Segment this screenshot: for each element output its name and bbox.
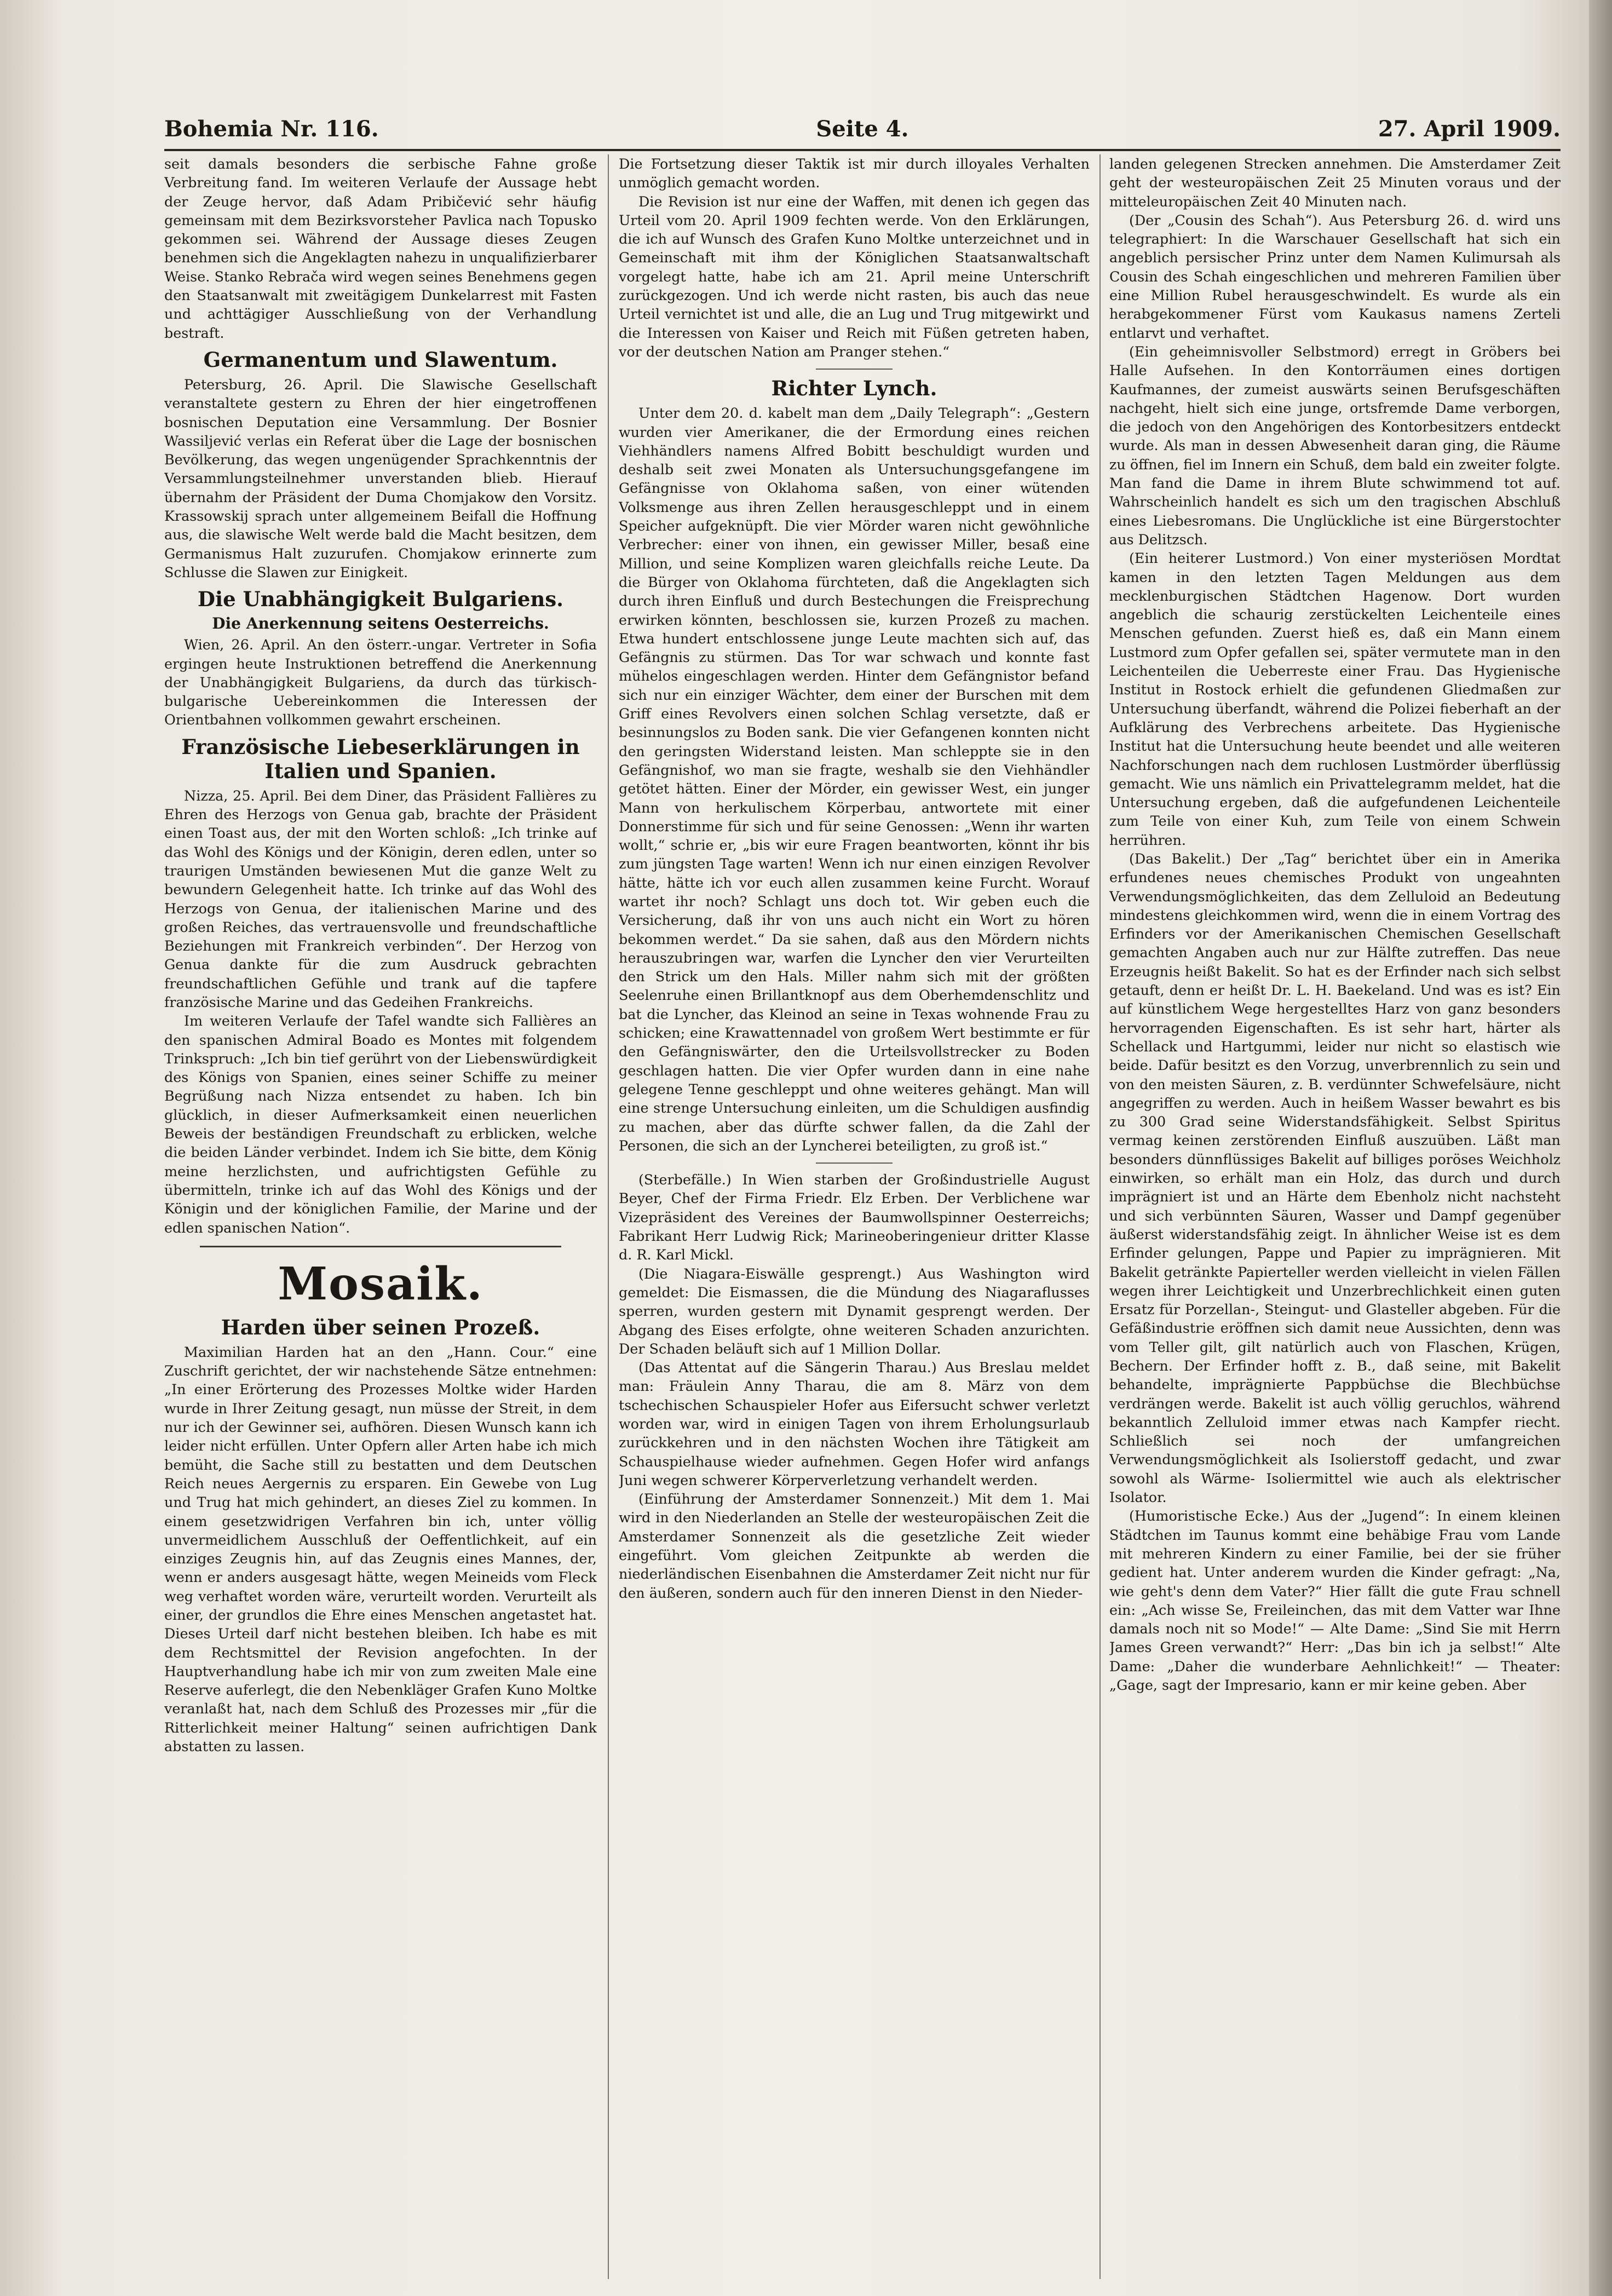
- news-sterbefaelle: (Sterbefälle.) In Wien starben der Großindustrielle August Beyer, Chef der Firma Friedr. Elz Erben. Der Verblichene war Vizepräsident des Vereines der Baumwollspinner Oesterreichs; Fabrikant Herr Ludwig Rick; Marineoberingenieur dritter Klasse d. R. Karl Mickl.: [619, 1171, 1090, 1263]
- header-page-number: Seite 4.: [816, 116, 909, 142]
- article-separator: [816, 369, 893, 370]
- news-bakelit: (Das Bakelit.) Der „Tag“ berichtet über ein in Amerika erfundenes neues chemisches Produkt von ungeahnten Verwendungsmöglichkeiten, das dem Zelluloid an Bedeutung mindestens gleichkommen wird, wenn die in einem Vortrag des Erfinders vor der Amerikanischen Chemischen Gesellschaft gemachten Angaben auch nur zur Hälfte zutreffen. Das neue Erzeugnis heißt Bakelit. So hat es der Erfinder nach sich selbst getauft, denn er heißt Dr. L. H. Baekeland. Und was es ist? Ein auf künstlichem Wege hergestelltes Harz von ganz besonders hervorragenden Eigenschaften. Es ist sehr hart, härter als Schellack und Hartgummi, leider nur nicht so elastisch wie beide. Dafür besitzt es den Vorzug, unverbrennlich zu sein und von den meisten Säuren, z. B. verdünnter Schwefelsäure, nicht angegriffen zu werden. Auch in heißem Wasser bewahrt es bis zu 300 Grad seine Widerstandsfähigkeit. Selbst Spiritus vermag keinen zerstörenden Einfluß auszuüben. Läßt man besonders dünnflüssiges Bakelit auf billiges poröses Weichholz einwirken, so erhält man ein Holz, das durch und durch imprägniert ist und an Härte dem Ebenholz nicht nachsteht und sich verbünnten Säuren, Wasser und Dampf gegenüber äußerst widerstandsfähig zeigt. In ähnlicher Weise ist es dem Erfinder gelungen, Pappe und Papier zu imprägnieren. Mit Bakelit getränkte Papierteller werden vielleicht in vielen Fällen wegen ihrer Leichtigkeit und Unzerbrechlichkeit einen guten Ersatz für Porzellan-, Steingut- und Glasteller abgeben. Für die Gefäßindustrie eröffnen sich damit neue Aussichten, denn was vom Teller gilt, gilt natürlich auch von Flaschen, Krügen, Bechern. Der Erfinder hofft z. B., daß seine, mit Bakelit behandelte, imprägnierte Pappbüchse die Blechbüchse verdrängen werde. Bakelit ist auch völlig geruchlos, während bekanntlich Zelluloid immer etwas nach Kampfer riecht. Schließlich sei noch der umfangreichen Verwendungsmöglichkeit als Isolierstoff gedacht, und zwar sowohl als Wärme- Isoliermittel wie auch als elektrischer Isolator.: [1109, 850, 1561, 1506]
- headline-richter-lynch: Richter Lynch.: [771, 376, 937, 401]
- article-harden-1: Maximilian Harden hat an den „Hann. Cour.“ eine Zuschrift gerichtet, der wir nachstehende Sätze entnehmen: „In einer Erörterung des Prozesses Moltke wider Harden wurde in Ihrer Zeitung gesagt, nun müsse der Streit, in dem nur ich der Gewinner sei, aufhören. Diesen Wunsch kann ich leider nicht erfüllen. Unter Opfern aller Arten habe ich mich bemüht, die Sache still zu bestatten und dem Deutschen Reich neues Aergernis zu ersparen. Ein Gewebe von Lug und Trug hat mich gehindert, an dieses Ziel zu kommen. In einem gesetzwidrigen Verfahren bin ich, unter völlig unvermeidlichem Ausschluß der Oeffentlichkeit, auf ein einziges Zeugnis hin, auf das Zeugnis eines Mannes, der, wenn er anders ausgesagt hätte, wegen Meineids vom Fleck weg verhaftet worden wäre, verurteilt worden. Verurteilt als einer, der grundlos die Ehre eines Menschen angetastet hat. Dieses Urteil darf nicht bestehen bleiben. Ich habe es mit dem Rechtsmittel der Revision angefochten. In der Hauptverhandlung habe ich mir von zum zweiten Male eine Reserve auferlegt, die den Nebenkläger Grafen Kuno Moltke veranlaßt hat, nach dem Schluß des Prozesses mir „für die Ritterlichkeit meiner Haltung“ seinen aufrichtigen Dank abstatten zu lassen.: [164, 1343, 597, 1755]
- article-liebeserklaerungen-1: Nizza, 25. April. Bei dem Diner, das Präsident Fallières zu Ehren des Herzogs von Genua gab, brachte der Präsident einen Toast aus, der mit den Worten schloß: „Ich trinke auf das Wohl des Königs und der Königin, deren edlen, unter so traurigen Umständen bewiesenen Mut die ganze Welt zu bewundern Gelegenheit hatte. Ich trinke auf das Wohl des Herzogs von Genua, der italienischen Marine und des großen Reiches, das vertrauensvolle und freundschaftliche Beziehungen mit Frankreich verbinden“. Der Herzog von Genua dankte für die zum Ausdruck gebrachten freundschaftlichen Gefühle und trank auf die tapfere französische Marine und das Gedeihen Frankreichs.: [164, 787, 597, 1010]
- news-lustmord: (Ein heiterer Lustmord.) Von einer mysteriösen Mordtat kamen in den letzten Tagen Meldungen aus dem mecklenburgischen Städtchen Hagenow. Dort wurden angeblich die schaurig zerstückelten Leichenteile eines Menschen gefunden. Zuerst hieß es, daß ein Mann einem Lustmord zum Opfer gefallen sei, später vermutete man in den Leichenteilen die Ueberreste einer Frau. Das Hygienische Institut in Rostock erhielt die gefundenen Gliedmaßen zur Untersuchung überfandt, während die Polizei fieberhaft an der Aufklärung des Verbrechens arbeitete. Das Hygienische Institut hat die Untersuchung heute beendet und alle weiteren Nachforschungen nach dem ruchlosen Lustmörder überflüssig gemacht. Wie uns nämlich ein Privattelegramm meldet, hat die Untersuchung ergeben, daß die aufgefundenen Leichenteile zum Teile von einer Kuh, zum Teile von einem Schwein herrühren.: [1109, 550, 1561, 848]
- news-attentat: (Das Attentat auf die Sängerin Tharau.) Aus Breslau meldet man: Fräulein Anny Tharau, die am 8. März von dem tschechischen Schauspieler Hofer aus Eifersucht schwer verletzt worden war, wird in einigen Tagen von ihrem Erholungsurlaub zurückkehren und in den nächsten Wochen ihre Tätigkeit am Schauspielhause wieder aufnehmen. Gegen Hofer wird anfangs Juni wegen schwerer Körperverletzung verhandelt werden.: [619, 1359, 1090, 1488]
- subheadline-bulgarien: Die Anerkennung seitens Oesterreichs.: [212, 614, 549, 633]
- header-rule: [164, 149, 1561, 151]
- section-title-mosaik: Mosaik.: [278, 1257, 483, 1310]
- news-selbstmord: (Ein geheimnisvoller Selbstmord) erregt in Gröbers bei Halle Aufsehen. In den Kontorräumen eines dortigen Kaufmannes, der zumeist auswärts seinen Berufsgeschäften nachgeht, hielt sich eine junge, ortsfremde Dame verborgen, die jedoch von den Angehörigen des Kontorbesitzers entdeckt wurde. Als man in dessen Abwesenheit daran ging, die Räume zu öffnen, fiel im Innern ein Schuß, dem bald ein zweiter folgte. Man fand die Dame in ihrem Blute schwimmend tot auf. Wahrscheinlich handelt es sich um den tragischen Abschluß eines Liebesromans. Die Unglückliche ist eine Bürgerstochter aus Delitzsch.: [1109, 343, 1561, 548]
- article-bulgarien: Wien, 26. April. An den österr.-ungar. Vertreter in Sofia ergingen heute Instruktionen betreffend die Anerkennung der Unabhängigkeit Bulgariens, da durch das türkisch-bulgarische Uebereinkommen die Interessen der Orientbahnen vollkommen gewahrt erscheinen.: [164, 636, 597, 728]
- column-2: [619, 154, 1090, 2279]
- page-binding-edge: [1589, 0, 1612, 2296]
- news-niagara: (Die Niagara-Eiswälle gesprengt.) Aus Washington wird gemeldet: Die Eismassen, die die Mündung des Niagaraflusses sperren, wurden gestern mit Dynamit gesprengt werden. Der Abgang des Eises erfolgte, ohne weiteren Schaden anzurichten. Der Schaden beläuft sich auf 1 Million Dollar.: [619, 1265, 1090, 1357]
- headline-liebeserklaerungen: Französische Liebeserklärungen in Italien und Spanien.: [181, 734, 580, 783]
- article-liebeserklaerungen-2: Im weiteren Verlaufe der Tafel wandte sich Fallières an den spanischen Admiral Boado es Montes mit folgendem Trinkspruch: „Ich bin tief gerührt von der Liebenswürdigkeit des Königs von Spanien, eines seiner Schiffe zu meiner Begrüßung nach Nizza entsendet zu haben. Ich bin glücklich, in dieser Aufmerksamkeit einen neuerlichen Beweis der beständigen Freundschaft zu erblicken, welche die beiden Länder verbindet. Indem ich Sie bitte, dem König meine herzlichsten, und aufrichtigsten Gefühle zu übermitteln, trinke ich auf das Wohl des Königs und der Königin und der königlichen Familie, der Marine und der edlen spanischen Nation“.: [164, 1012, 597, 1236]
- column-divider: [608, 154, 609, 2279]
- article-harden-3: Die Revision ist nur eine der Waffen, mit denen ich gegen das Urteil vom 20. April 1909 fechten werde. Von den Erklärungen, die ich auf Wunsch des Grafen Kuno Moltke unterzeichnet und in Gemeinschaft mit ihm der Königlichen Staatsanwaltschaft vorgelegt hatte, habe ich am 21. April meine Unterschrift zurückgezogen. Und ich werde nicht rasten, bis auch das neue Urteil vernichtet ist und alle, die an Lug und Trug mitgewirkt und die Interessen von Kaiser und Reich mit Füßen getreten haben, vor der deutschen Nation am Pranger stehen.“: [619, 193, 1090, 360]
- headline-germanentum: Germanentum und Slawentum.: [203, 347, 558, 372]
- page-header: [164, 116, 1561, 149]
- article-germanentum: Petersburg, 26. April. Die Slawische Gesellschaft veranstaltete gestern zu Ehren der hier eingetroffenen bosnischen Deputation eine Versammlung. Der Bosnier Wassiljević verlas ein Referat über die Lage der bosnischen Bevölkerung, das wegen ungenügender Sprachkenntnis der Versammlungsteilnehmer unverstanden blieb. Hierauf übernahm der Präsident der Duma Chomjakow den Vorsitz. Krassowskij sprach unter allgemeinem Beifall die Hoffnung aus, die slawische Welt werde bald die Macht besitzen, dem Germanismus Halt zuzurufen. Chomjakow erinnerte zum Schlusse die Slawen zur Einigkeit.: [164, 376, 597, 580]
- headline-bulgarien: Die Unabhängigkeit Bulgariens.: [197, 587, 564, 612]
- header-publication: Bohemia Nr. 116.: [164, 116, 379, 142]
- news-cousin-des-schah: (Der „Cousin des Schah“). Aus Petersburg 26. d. wird uns telegraphiert: In die Warschauer Gesellschaft hat sich ein angeblich persischer Prinz unter dem Namen Kulimursah als Cousin des Schah eingeschlichen und mehreren Familien über eine Million Rubel herausgeschwindelt. Es wurde als ein herabgekommener Fürst vom Kaukasus namens Zerteli entlarvt und verhaftet.: [1109, 211, 1561, 341]
- section-rule: [200, 1246, 561, 1247]
- news-amsterdamer-zeit: (Einführung der Amsterdamer Sonnenzeit.) Mit dem 1. Mai wird in den Niederlanden an Stelle der westeuropäischen Zeit die Amsterdamer Sonnenzeit als die gesetzliche Zeit wieder eingeführt. Vom gleichen Zeitpunkte ab werden die niederländischen Eisenbahnen die Amsterdamer Zeit nicht nur für den äußeren, sondern auch für den inneren Dienst in den Nieder-: [619, 1491, 1090, 1601]
- news-humoristische-ecke: (Humoristische Ecke.) Aus der „Jugend“: In einem kleinen Städtchen im Taunus kommt eine behäbige Frau vom Lande mit mehreren Kindern zu einer Familie, bei der sie früher gedient hat. Unter anderem wurden die Kinder gefragt: „Na, wie geht's denn dem Vater?“ Hier fällt die gute Frau schnell ein: „Ach wisse Se, Freileinchen, das mit dem Vatter war Ihne damals noch nit so Mode!“ — Alte Dame: „Sind Sie mit Herrn James Green verwandt?“ Herr: „Das bin ich ja selbst!“ Alte Dame: „Daher die wunderbare Aehnlichkeit!“ — Theater: „Gage, sagt der Impresario, kann er mir keine geben. Aber: [1109, 1507, 1561, 1694]
- column-1: [164, 154, 597, 2279]
- column-3: [1109, 154, 1561, 2279]
- header-date: 27. April 1909.: [1378, 116, 1561, 142]
- headline-harden: Harden über seinen Prozeß.: [221, 1315, 540, 1339]
- article-continuation: seit damals besonders die serbische Fahne große Verbreitung fand. Im weiteren Verlaufe der Aussage hebt der Zeuge hervor, daß Adam Pribičević sehr häufig gemeinsam mit dem Bezirksvorsteher Pavlica nach Topusko gekommen sei. Während der Aussage dieses Zeugen benehmen sich die Angeklagten nahezu in unqualifizierbarer Weise. Stanko Rebrača wird wegen seines Benehmens gegen den Staatsanwalt mit zweitägigem Dunkelarrest mit Fasten und achttägiger Ausschließung von der Verhandlung bestraft.: [164, 156, 597, 341]
- article-harden-2: Die Fortsetzung dieser Taktik ist mir durch illoyales Verhalten unmöglich gemacht worden.: [619, 156, 1090, 191]
- column-divider: [1099, 154, 1101, 2279]
- article-richter-lynch: Unter dem 20. d. kabelt man dem „Daily Telegraph“: „Gestern wurden vier Amerikaner, die der Ermordung eines reichen Viehhändlers namens Alfred Bobitt beschuldigt wurden und deshalb seit zwei Monaten als Untersuchungsgefangene im Gefängnisse von Oklahoma saßen, von einer wütenden Volksmenge aus ihren Zellen herausgeschleppt und in einem Speicher aufgeknüpft. Die vier Mörder waren nicht gewöhnliche Verbrecher: einer von ihnen, ein gewisser Miller, besaß eine Million, und seine Komplizen waren gleichfalls reiche Leute. Da die Bürger von Oklahoma fürchteten, daß die Angeklagten sich durch ihren Einfluß und durch Bestechungen die Freisprechung erwirken könnten, beschlossen sie, kurzen Prozeß zu machen. Etwa hundert entschlossene junge Leute machten sich auf, das Gefängnis zu stürmen. Das Tor war schwach und konnte fast mühelos eingeschlagen werden. Hinter dem Gefängnistor befand sich nur ein einziger Wächter, dem einer der Burschen mit dem Griff eines Revolvers einen solchen Schlag versetzte, daß er besinnungslos zu Boden sank. Die vier Gefangenen konnten nicht den geringsten Widerstand leisten. Man schleppte sie in den Gefängnishof, wo man sie fragte, weshalb sie den Viehhändler getötet hätten. Einer der Mörder, ein gewisser West, ein junger Mann von herkulischem Körperbau, antwortete mit einer Donnerstimme für sich und für seine Genossen: „Wenn ihr warten wollt,“ schrie er, „bis wir eure Fragen beantworten, könnt ihr bis zum jüngsten Tage warten! Wenn ich nur einen einzigen Revolver hätte, hätte ich vor euch allen zusammen keine Furcht. Worauf wartet ihr noch? Schlagt uns doch tot. Wir geben euch die Versicherung, daß ihr von uns auch nicht ein Wort zu hören bekommen werdet.“ Da sie sahen, daß aus den Mördern nichts herauszubringen war, warfen die Lyncher den vier Verurteilten den Strick um den Hals. Miller nahm sich mit der größten Seelenruhe einen Brillantknopf aus dem Oberhemdenschlitz und bat die Lyncher, das Kleinod an seine in Texas wohnende Frau zu schicken; eine Krawattennadel von großem Wert bestimmte er für den Gefängniswärter, den die Urteilsvollstrecker zu Boden geschlagen hatten. Die vier Opfer wurden dann in eine nahe gelegene Tenne geschleppt und ohne weiteres gehängt. Man will eine strenge Untersuchung einleiten, um die Schuldigen ausfindig zu machen, aber das dürfte schwer fallen, da die Zahl der Personen, die sich an der Lyncherei beteiligten, zu groß ist.“: [619, 405, 1090, 1154]
- article-separator: [816, 1163, 893, 1164]
- news-amsterdamer-zeit-cont: landen gelegenen Strecken annehmen. Die Amsterdamer Zeit geht der westeuropäischen Zeit 25 Minuten voraus und der mitteleuropäischen Zeit 40 Minuten nach.: [1109, 156, 1561, 210]
